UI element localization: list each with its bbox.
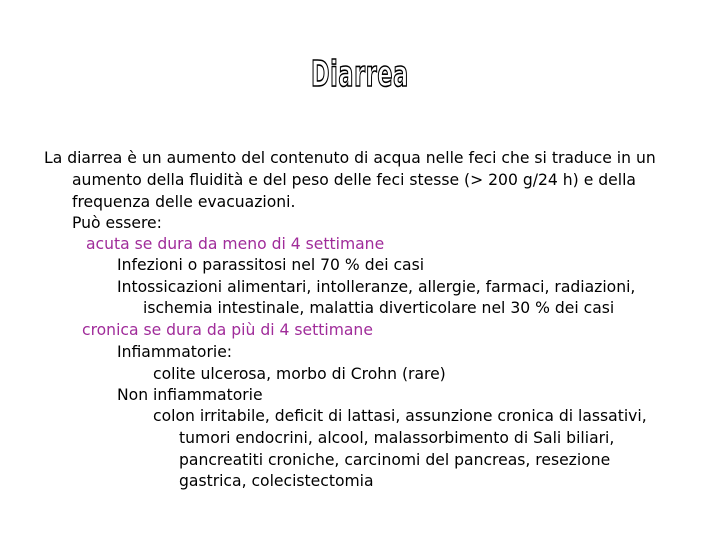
chronic-inflammatory-causes: colite ulcerosa, morbo di Crohn (rare) [153, 365, 446, 383]
intro-line-3: frequenza delle evacuazioni. [72, 193, 296, 211]
acute-heading: acuta se dura da meno di 4 settimane [86, 235, 385, 253]
intro-line-2: aumento della fluidità e del peso delle feci stesse (> 200 g/24 h) e della [72, 171, 636, 189]
acute-cause-other-line-1: Intossicazioni alimentari, intolleranze, allergie, farmaci, radiazioni, [117, 278, 636, 296]
slide-title-container [0, 54, 720, 95]
acute-cause-other-line-2: ischemia intestinale, malattia diverticolare nel 30 % dei casi [143, 299, 615, 317]
types-heading: Può essere: [72, 214, 162, 232]
chronic-noninflammatory-causes-line-4: gastrica, colecistectomia [179, 472, 374, 490]
acute-cause-infections: Infezioni o parassitosi nel 70 % dei casi [117, 256, 425, 274]
chronic-inflammatory-heading: Infiammatorie: [117, 343, 233, 361]
chronic-noninflammatory-heading: Non infiammatorie [117, 386, 263, 404]
chronic-noninflammatory-causes-line-1: colon irritabile, deficit di lattasi, assunzione cronica di lassativi, [153, 407, 647, 425]
chronic-noninflammatory-causes-line-3: pancreatiti croniche, carcinomi del pancreas, resezione [179, 451, 611, 469]
chronic-noninflammatory-causes-line-2: tumori endocrini, alcool, malassorbimento di Sali biliari, [179, 429, 615, 447]
slide-title: Diarrea [311, 54, 409, 95]
intro-line-1: La diarrea è un aumento del contenuto di acqua nelle feci che si traduce in un [44, 149, 656, 167]
chronic-heading: cronica se dura da più di 4 settimane [82, 321, 373, 339]
